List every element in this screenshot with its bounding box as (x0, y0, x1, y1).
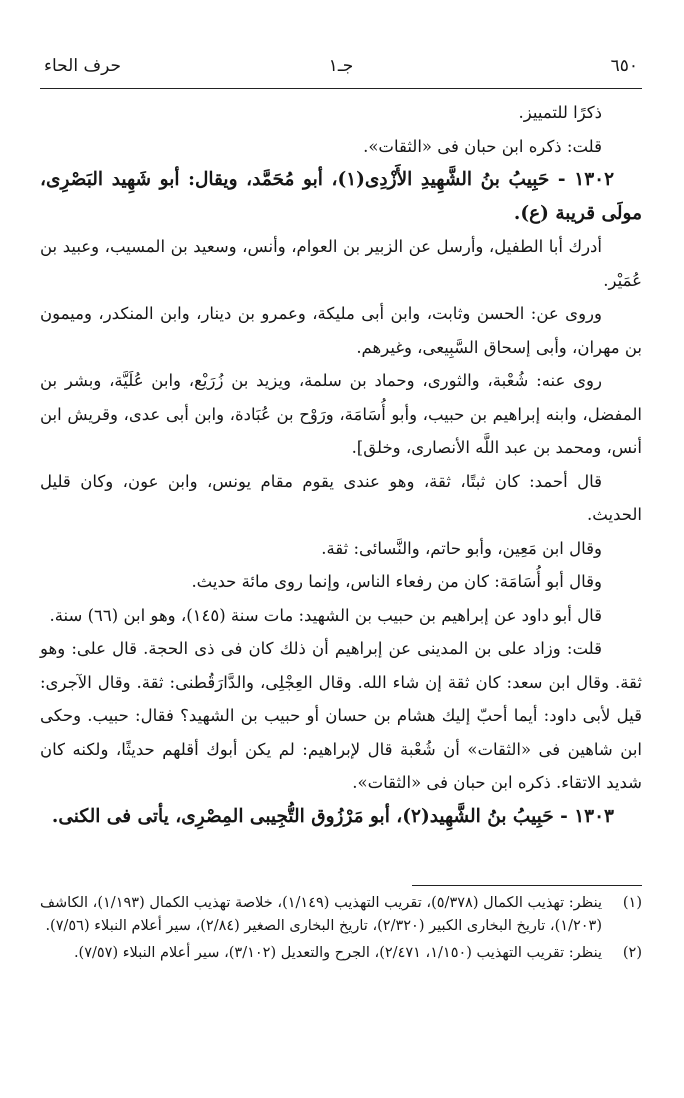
footnote (40, 892, 642, 938)
paragraph: قلت: وزاد على بن المدينى عن إبراهيم أن ذلك كان فى ذى الحجة. قال على: وهو ثقة. وقال ابن سعد: كان ثقة إن شاء الله. وقال العِجْلِى، والدَّارَقُطنى: ثقة. وقال الآجرى: قيل لأبى داود: أيما أحبّ إليك هشام بن حسان أو حبيب بن الشهيد؟ فقال: حبيب. وحكى ابن شاهين فى «الثقات» أن شُعْبة قال لإبراهيم: لم يكن أبوك أقلهم حديثًا، ولكنه كان شديد الاتقاء. ذكره ابن حبان فى «الثقات». (40, 639, 642, 792)
section-title: حرف الحاء (44, 56, 121, 76)
paragraph: وقال ابن مَعِين، وأبو حاتم، والنَّسائى: ثقة. (321, 538, 602, 558)
running-header (40, 48, 642, 88)
paragraph: وروى عن: الحسن وثابت، وابن أبى مليكة، وعمرو بن دينار، وابن المنكدر، وميمون بن مهران، وأبى إسحاق السَّبِيعى، وغيرهم. (40, 304, 642, 357)
paragraph: قال أبو داود عن إبراهيم بن حبيب بن الشهيد: مات سنة (١٤٥)، وهو ابن (٦٦) سنة. (49, 605, 602, 625)
footnote-text: ينظر: تهذيب الكمال (٥/٣٧٨)، تقريب التهذيب (١/١٤٩)، خلاصة تهذيب الكمال (١/١٩٣)، الكاشف (١/٢٠٣)، تاريخ البخارى الكبير (٢/٣٢٠)، تاريخ البخارى الصغير (٢/٨٤)، سير أعلام النبلاء (٧/٥٦). (40, 895, 602, 934)
footnotes (40, 885, 642, 969)
paragraph: قال أحمد: كان ثبتًا، ثقة، وهو عندى يقوم مقام يونس، وابن عون، وكان قليل الحديث. (40, 471, 642, 524)
footnote (40, 942, 642, 965)
paragraph: أدرك أبا الطفيل، وأرسل عن الزبير بن العوام، وأنس، وسعيد بن المسيب، وعبيد بن عُمَيْر. (40, 237, 642, 290)
main-text (40, 96, 642, 833)
paragraph: قلت: ذكره ابن حبان فى «الثقات». (363, 136, 602, 156)
footnote-number: (٢) (622, 945, 642, 961)
header-divider (40, 88, 642, 89)
page-number: ٦٥٠ (610, 56, 638, 76)
paragraph: روى عنه: شُعْبة، والثورى، وحماد بن سلمة، ويزيد بن زُرَيْع، وابن عُلَيَّة، وبشر بن المفضل، وابنه إبراهيم بن حبيب، وأبو أُسَامَة، ورَوْح بن عُبَادة، وابن أبى عدى، وقريش ابن أنس، ومحمد بن عبد اللَّه الأنصارى، وخلق]. (40, 371, 642, 457)
footnote-number: (١) (622, 895, 642, 911)
entry-heading: ١٣٠٣ - حَبِيبُ بنُ الشَّهِيد(٢)، أبو مَرْزُوق التُّجِيبى المِصْرِى، يأتى فى الكنى. (51, 805, 614, 827)
paragraph: ذكرًا للتمييز. (518, 103, 602, 122)
entry-heading: ١٣٠٢ - حَبِيبُ بنُ الشَّهِيدِ الأَزْدِى(١)، أبو مُحَمَّد، ويقال: أبو شَهِيد البَصْرِى، مولَى قريبة (ع). (40, 169, 642, 224)
footnote-divider (412, 885, 642, 886)
volume-label: جـ١ (328, 56, 354, 76)
footnote-text: ينظر: تقريب التهذيب (١/١٥٠، ٢/٤٧١)، الجرح والتعديل (٣/١٠٢)، سير أعلام النبلاء (٧/٥٧). (73, 945, 602, 961)
paragraph: وقال أبو أُسَامَة: كان من رفعاء الناس، وإنما روى مائة حديث. (191, 572, 602, 591)
